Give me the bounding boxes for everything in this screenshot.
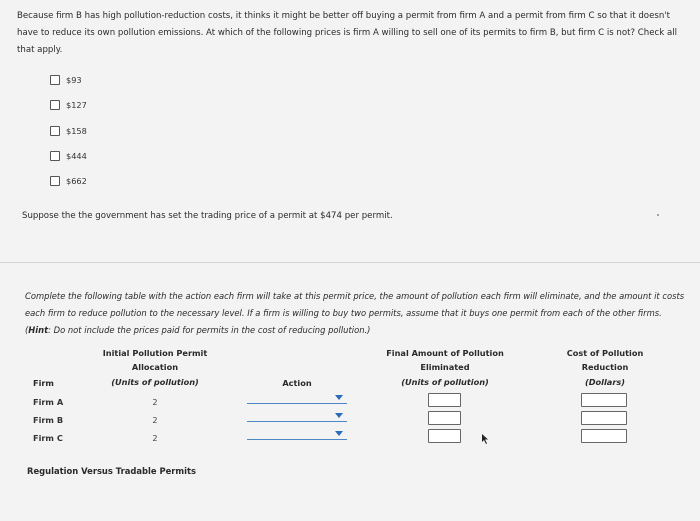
action-dropdown[interactable] [247,411,347,422]
pollution-eliminated-input[interactable] [428,429,461,443]
row-allocation: 2 [152,433,158,443]
row-firm-label: Firm A [33,397,64,407]
hint-open: ( [25,325,29,335]
row-firm-label: Firm C [33,433,63,443]
option-label: $444 [66,151,87,161]
action-dropdown[interactable] [247,393,347,404]
scenario-text: Suppose the the government has set the trading price of a permit at $474 per permit. [22,211,393,221]
chevron-down-icon[interactable] [335,413,343,418]
row-allocation: 2 [152,415,158,425]
option-item[interactable] [50,124,87,138]
chevron-down-icon[interactable] [335,431,343,436]
option-item[interactable] [50,149,87,163]
instructions-text: Complete the following table with the action each firm will take at this permit price, the amount of pollution each firm will eliminate, and the amount it costs each firm to reduce pollution to the necessary level. If a firm is willing to buy two permits, assume that it buys one permit from each of the other firms. [25,291,685,318]
pollution-eliminated-input[interactable] [428,393,461,407]
cost-reduction-input[interactable] [581,393,627,407]
section-divider [0,262,700,263]
chevron-down-icon[interactable] [335,395,343,400]
table-instructions [25,288,685,339]
checkbox[interactable] [50,75,60,85]
header-initial-line2: Allocation [131,362,179,372]
checkbox[interactable] [50,126,60,136]
pollution-eliminated-input[interactable] [428,411,461,425]
action-dropdown[interactable] [247,429,347,440]
hint-text: : Do not include the prices paid for permits in the cost of reducing pollution.) [48,325,371,335]
hint-label: Hint [28,325,49,335]
header-final-line2: Eliminated [420,362,470,372]
header-final-line1: Final Amount of Pollution [386,348,504,358]
checkbox[interactable] [50,151,60,161]
header-initial-units: (Units of pollution) [111,377,199,387]
option-label: $662 [66,176,87,186]
header-cost-line1: Cost of Pollution [566,348,644,358]
option-item[interactable] [50,73,82,87]
cost-reduction-input[interactable] [581,429,627,443]
row-firm-label: Firm B [33,415,64,425]
option-label: $93 [66,75,82,85]
option-label: $127 [66,100,87,110]
question-intro: Because firm B has high pollution-reduction costs, it thinks it might be better off buying a permit from firm A and a permit from firm C so that it doesn't have to reduce its own pollution emissions. At which of the following prices is firm A willing to sell one of its permits to firm B, but firm C is not? Check all that apply. [17,11,677,55]
decorative-dot [657,214,659,216]
row-allocation: 2 [152,397,158,407]
header-firm: Firm [33,378,54,388]
option-label: $158 [66,126,87,136]
header-final-units: (Units of pollution) [401,377,489,387]
header-cost-line2: Reduction [581,362,629,372]
checkbox[interactable] [50,176,60,186]
cost-reduction-input[interactable] [581,411,627,425]
section-heading: Regulation Versus Tradable Permits [27,466,197,476]
option-item[interactable] [50,174,87,188]
option-item[interactable] [50,98,87,112]
checkbox[interactable] [50,100,60,110]
header-action: Action [282,378,312,388]
header-cost-units: (Dollars) [585,377,625,387]
header-initial-line1: Initial Pollution Permit [102,348,208,358]
